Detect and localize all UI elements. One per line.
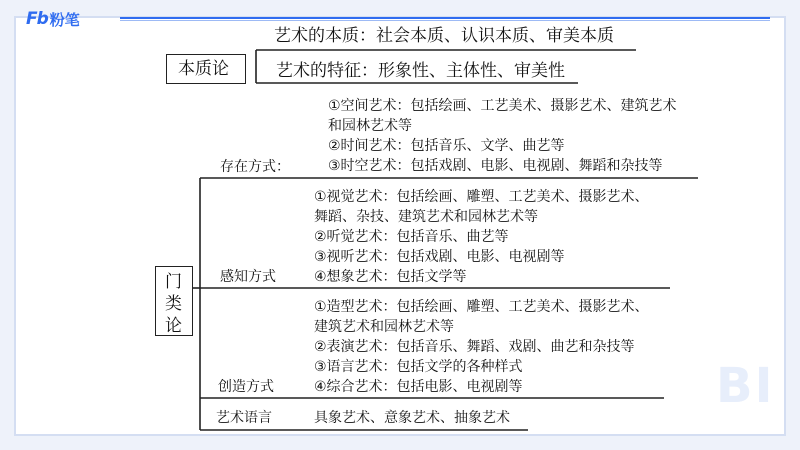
branch-existence-line-4: ③时空艺术：包括戏剧、电影、电视剧、舞蹈和杂技等: [328, 158, 663, 174]
branch-label-language: 艺术语言: [216, 410, 272, 426]
benzhi-item-essence: 艺术的本质：社会本质、认识本质、审美本质: [274, 26, 614, 46]
watermark: BI: [716, 358, 775, 414]
benzhi-root-label: 本质论: [178, 59, 229, 79]
branch-perception-line-2: 舞蹈、杂技、建筑艺术和园林艺术等: [314, 209, 538, 225]
branch-perception-line-3: ②听觉艺术：包括音乐、曲艺等: [314, 229, 509, 245]
branch-perception-line-4: ③视听艺术：包括戏剧、电影、电视剧等: [314, 249, 565, 265]
branch-existence-line-2: 和园林艺术等: [328, 118, 412, 134]
branch-perception-line-5: ④想象艺术：包括文学等: [314, 269, 467, 285]
menlei-root-char-3: 论: [165, 316, 182, 336]
branch-creation-line-1: ①造型艺术：包括绘画、雕塑、工艺美术、摄影艺术、: [314, 299, 649, 315]
branch-creation-line-4: ③语言艺术：包括文学的各种样式: [314, 359, 523, 375]
benzhi-item-features: 艺术的特征：形象性、主体性、审美性: [276, 61, 565, 81]
branch-label-existence: 存在方式：: [220, 159, 290, 175]
branch-creation-line-5: ④综合艺术：包括电影、电视剧等: [314, 379, 523, 395]
menlei-root-char-1: 门: [165, 272, 182, 292]
branch-creation-line-3: ②表演艺术：包括音乐、舞蹈、戏剧、曲艺和杂技等: [314, 339, 635, 355]
branch-label-creation: 创造方式: [218, 379, 274, 395]
brand-name: 粉笔: [49, 10, 80, 29]
brand-mark: Fb: [26, 9, 48, 29]
menlei-root-char-2: 类: [165, 294, 182, 314]
branch-existence-line-3: ②时间艺术：包括音乐、文学、曲艺等: [328, 138, 565, 154]
branch-language-line-1: 具象艺术、意象艺术、抽象艺术: [314, 410, 510, 426]
branch-label-perception: 感知方式: [220, 269, 276, 285]
branch-perception-line-1: ①视觉艺术：包括绘画、雕塑、工艺美术、摄影艺术、: [314, 189, 649, 205]
branch-existence-line-1: ①空间艺术：包括绘画、工艺美术、摄影艺术、建筑艺术: [328, 98, 677, 114]
branch-creation-line-2: 建筑艺术和园林艺术等: [314, 319, 454, 335]
